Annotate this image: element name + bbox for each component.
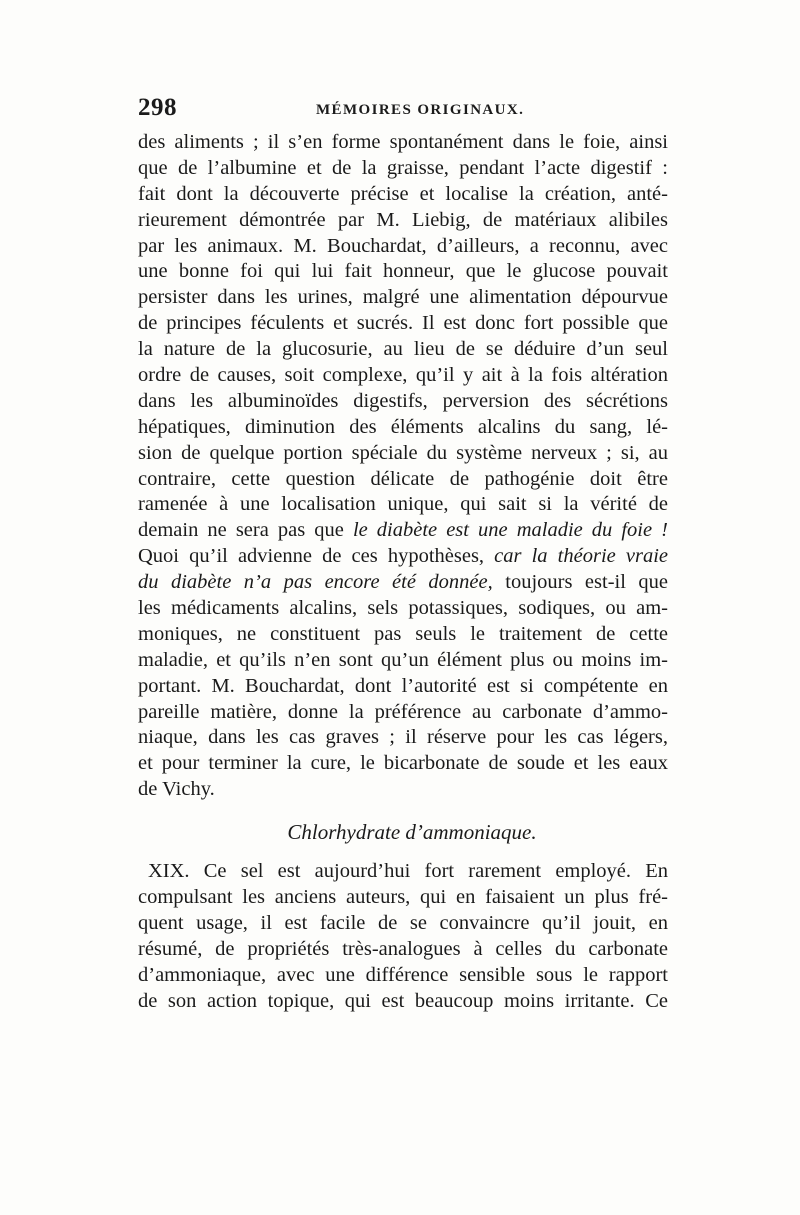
- text-line: pareille matière, donne la préférence au carbonate d’ammo-: [138, 700, 668, 723]
- text-line: [138, 570, 668, 596]
- running-title: MÉMOIRES ORIGINAUX.: [316, 102, 525, 118]
- italic-run: le diabète est une maladie du foie !: [352, 519, 668, 542]
- text-line: par les animaux. M. Bouchardat, d’ailleurs, a reconnu, avec: [138, 234, 668, 257]
- text-line: hépatiques, diminution des éléments alcalins du sang, lé-: [138, 415, 668, 438]
- italic-run: car la théorie vraie: [494, 545, 668, 568]
- text-line: sion de quelque portion spéciale du système nerveux ; si, au: [138, 441, 668, 464]
- paragraph-chlorhydrate: [138, 859, 668, 1014]
- section-heading: Chlorhydrate d’ammoniaque.: [287, 820, 537, 845]
- text-line: moniques, ne constituent pas seuls le traitement de cette: [138, 622, 668, 645]
- text-line: niaque, dans les cas graves ; il réserve pour les cas légers,: [138, 726, 668, 749]
- text-line: fait dont la découverte précise et localise la création, anté-: [138, 182, 668, 205]
- text-line: rieurement démontrée par M. Liebig, de matériaux alibiles: [138, 208, 668, 231]
- text-line: contraire, cette question délicate de pathogénie doit être: [138, 467, 668, 490]
- text-line: portant. M. Bouchardat, dont l’autorité est si compétente en: [138, 674, 668, 697]
- text-run: Quoi qu’il advienne de ces hypothèses,: [138, 545, 495, 568]
- text-line: compulsant les anciens auteurs, qui en faisaient un plus fré-: [138, 886, 668, 909]
- text-line: résumé, de propriétés très-analogues à celles du carbonate: [138, 937, 668, 960]
- text-line: dans les albuminoïdes digestifs, perversion des sécrétions: [138, 389, 668, 412]
- text-line: de Vichy.: [138, 778, 215, 801]
- text-run: demain ne sera pas que: [138, 519, 353, 542]
- text-line: et pour terminer la cure, le bicarbonate de soude et les eaux: [138, 752, 668, 775]
- page-header: [138, 94, 668, 128]
- text-line: [138, 544, 668, 570]
- text-line: de son action topique, qui est beaucoup moins irritante. Ce: [138, 989, 668, 1012]
- text-line: persister dans les urines, malgré une alimentation dépourvue: [138, 286, 668, 309]
- text-line: ramenée à une localisation unique, qui sait si la vérité de: [138, 493, 668, 516]
- text-line: XIX. Ce sel est aujourd’hui fort rarement employé. En: [148, 860, 668, 883]
- text-line: maladie, et qu’ils n’en sont qu’un élément plus ou moins im-: [138, 648, 668, 671]
- text-line: d’ammoniaque, avec une différence sensible sous le rapport: [138, 963, 668, 986]
- text-line: ordre de causes, soit complexe, qu’il y ait à la fois altération: [138, 364, 668, 387]
- italic-run: du diabète n’a pas encore été donnée,: [138, 571, 493, 594]
- text-line: les médicaments alcalins, sels potassiques, sodiques, ou am-: [138, 597, 668, 620]
- text-line: une bonne foi qui lui fait honneur, que le glucose pouvait: [138, 260, 668, 283]
- text-line: quent usage, il est facile de se convaincre qu’il jouit, en: [138, 911, 668, 934]
- text-run: toujours est-il que: [492, 571, 668, 594]
- text-line: que de l’albumine et de la graisse, pendant l’acte digestif :: [138, 156, 668, 179]
- text-line: de principes féculents et sucrés. Il est donc fort possible que: [138, 312, 668, 335]
- text-line: [138, 518, 668, 544]
- paragraph-glucosurie: [138, 130, 668, 803]
- text-line: des aliments ; il s’en forme spontanément dans le foie, ainsi: [138, 131, 668, 153]
- body-text: [138, 130, 668, 1015]
- page-number: 298: [138, 94, 177, 121]
- text-line: la nature de la glucosurie, au lieu de se déduire d’un seul: [138, 338, 668, 361]
